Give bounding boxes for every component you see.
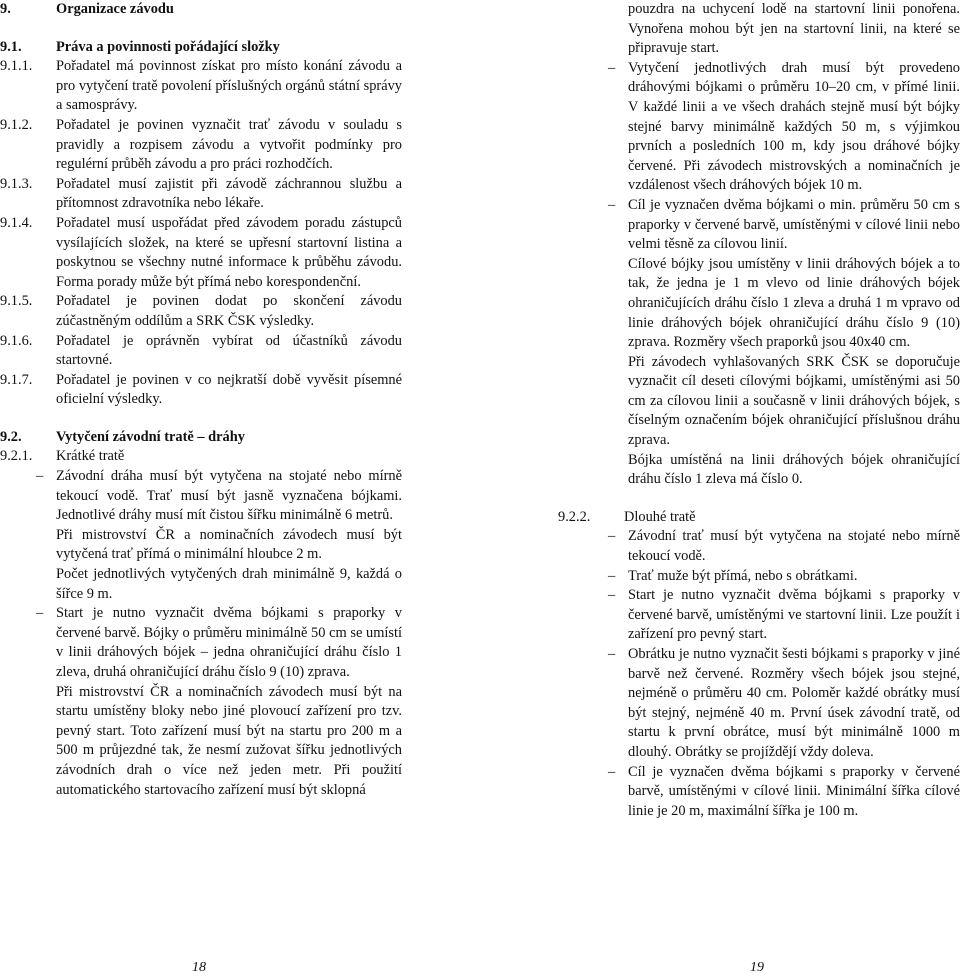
paragraph: Při mistrovství ČR a nominačních závodech musí být vytyčená trať přímá o minimální hloubce 2 m.: [56, 526, 402, 563]
clause-text: Pořadatel je oprávněn vybírat od účastníků závodu startovné.: [56, 332, 402, 369]
clause-number: 9.1.1.: [0, 58, 33, 75]
left-column: [0, 0, 402, 800]
dash-bullet: –: [608, 196, 616, 213]
section-9-heading: [0, 0, 402, 20]
paragraph: Při závodech vyhlašovaných SRK ČSK se doporučuje vyznačit cíl deseti cílovými bójkami, umístěnými asi 50 cm za cílovou linii a současně v linii dráhových bójek, s číselným označením bójek ohraničující příslušnou dráhu zprava.: [628, 353, 960, 449]
paragraph: Počet jednotlivých vytyčených drah minimálně 9, každá o šířce 9 m.: [56, 566, 402, 602]
clause: [0, 292, 402, 331]
section-title: Krátké tratě: [56, 448, 125, 465]
clause-text: Pořadatel je povinen v co nejkratší době vyvěsit písemné oficielní výsledky.: [56, 371, 402, 408]
dash-bullet: –: [608, 528, 616, 545]
clause-number: 9.1.6.: [0, 332, 33, 349]
subsection-9-2-1-heading: [0, 447, 402, 467]
paragraph: Při mistrovství ČR a nominačních závodech musí být na startu umístěny bloky nebo jiné plovoucí zařízení pro tzv. pevný start. Toto zařízení musí být na startu pro 200 m a 500 m průjezdné tak, že nesmí zužovat šířku jednotlivých závodních drah o více než jeden metr. Při použití automatického startovacího zařízení musí být sklopná: [56, 683, 402, 798]
clause-number: 9.1.2.: [0, 116, 33, 133]
dash-bullet: –: [608, 59, 616, 76]
dash-text: Závodní dráha musí být vytyčena na stojaté nebo mírně tekoucí vodě. Trať musí být jasně vyznačena bójkami. Jednotlivé dráhy musí mít čistou šířku minimálně 6 metrů.: [56, 468, 402, 524]
section-title: Dlouhé tratě: [624, 508, 696, 525]
section-number: 9.1.: [0, 38, 22, 55]
clause-number: 9.1.4.: [0, 214, 33, 231]
dash-item: [36, 467, 402, 526]
dash-item: [608, 645, 960, 763]
page-number-left: 18: [192, 960, 206, 975]
clause: [0, 332, 402, 371]
section-number: 9.2.2.: [558, 508, 591, 525]
dash-item: [608, 763, 960, 822]
dash-text: Vytyčení jednotlivých drah musí být provedeno dráhovými bójkami o průměru 10–20 cm, v přímé linii. V každé linii a ve všech drahách stejně musí být bójky stejné barvy minimálně každých 50 m, s výjimkou prvních a posledních 100 m, kdy jsou dráhové bójky červené. Při závodech mistrovských a nominačních je vzdálenost všech dráhových bójek 10 m.: [628, 59, 960, 194]
clause-text: Pořadatel musí zajistit při závodě záchrannou službu a přítomnost zdravotníka nebo lékaře.: [56, 175, 402, 212]
section-number: 9.2.: [0, 428, 22, 445]
dash-bullet: –: [608, 763, 616, 780]
section-title: Organizace závodu: [56, 1, 174, 17]
section-number: 9.2.1.: [0, 448, 33, 465]
dash-bullet: –: [608, 646, 616, 662]
dash-item: [608, 59, 960, 196]
section-title: Práva a povinnosti pořádající složky: [56, 38, 280, 55]
dash-text: Cíl je vyznačen dvěma bójkami s praporky v červené barvě, umístěnými v cílové linii. Minimální šířka cílové linie je 20 m, maximální šířka je 100 m.: [628, 763, 960, 819]
dash-item: [608, 567, 960, 587]
clause-number: 9.1.3.: [0, 175, 33, 192]
paragraph: Cílové bójky jsou umístěny v linii dráhových bójek a to tak, že jedna je 1 m vlevo od linie dráhových bójek ohraničujících dráhu číslo 1 zleva a druhá 1 m vpravo od linie dráhových bójek ohraničující dráhu číslo 9 (10) zprava. Rozměry všech praporků jsou 40x40 cm.: [628, 255, 960, 351]
dash-bullet: –: [36, 605, 44, 622]
dash-text: Start je nutno vyznačit dvěma bójkami s praporky v červené barvě, umístěnými ve startovní linii. Lze použít i zařízení pro pevný start.: [628, 587, 960, 643]
dash-item: [36, 604, 402, 682]
subsection-9-2-2-heading: [558, 508, 960, 528]
clause-number: 9.1.7.: [0, 371, 33, 388]
page-number-right: 19: [750, 960, 764, 975]
paragraph: Bójka umístěná na linii dráhových bójek ohraničující dráhu číslo 1 zleva má číslo 0.: [628, 451, 960, 488]
section-number: 9.: [0, 1, 11, 17]
clause-text: Pořadatel je povinen vyznačit trať závodu v souladu s pravidly a rozpisem závodu a vytvořit podmínky pro regulérní průběh závodu a pro práci rozhodčích.: [56, 116, 402, 173]
long-track-rules: [558, 527, 960, 821]
dash-bullet: –: [608, 587, 616, 604]
section-9-2-heading: [0, 428, 402, 448]
clause: [0, 371, 402, 410]
dash-bullet: –: [36, 468, 44, 485]
paragraph: pouzdra na uchycení lodě na startovní linii ponořena. Vynořena mohou být jen na startovní linii, na které se připravuje start.: [628, 1, 960, 57]
clause-text: Pořadatel musí uspořádat před závodem poradu zástupců vysílajících složek, na které se upřesní startovní listina a poskytnou se všechny nutné informace k průběhu závodu. Forma porady může být přímá nebo korespondenční.: [56, 214, 402, 290]
dash-text: Start je nutno vyznačit dvěma bójkami s praporky v červené barvě. Bójky o průměru minimálně 50 cm se umístí v linii dráhových bójek – jedna ohraničující dráhu číslo 1 zleva, druhá ohraničující dráhu číslo 9 (10) zprava.: [56, 605, 402, 680]
clause: [0, 116, 402, 175]
right-column: [558, 0, 960, 821]
clause-text: Pořadatel má povinnost získat pro místo konání závodu a pro vytyčení tratě povolení příslušných orgánů státní správy a samosprávy.: [56, 58, 402, 114]
dash-text: Cíl je vyznačen dvěma bójkami o min. průměru 50 cm s praporky v červené barvě, umístěnými v cílové linii nebo velmi těsně za cílovou linií.: [628, 196, 960, 253]
dash-text: Závodní trať musí být vytyčena na stojaté nebo mírně tekoucí vodě.: [628, 528, 960, 565]
dash-item: [608, 586, 960, 645]
dash-item: [608, 196, 960, 255]
section-title: Vytyčení závodní tratě – dráhy: [56, 428, 245, 445]
section-9-1-heading: [0, 38, 402, 58]
dash-bullet: –: [608, 567, 616, 584]
clause-number: 9.1.5.: [0, 293, 33, 310]
clause: [0, 57, 402, 116]
dash-text: Trať muže být přímá, nebo s obrátkami.: [628, 567, 858, 584]
clause: [0, 214, 402, 292]
clause-text: Pořadatel je povinen dodat po skončení závodu zúčastněným oddílům a SRK ČSK výsledky.: [56, 293, 402, 329]
short-track-rules: [0, 467, 402, 800]
dash-text: Obrátku je nutno vyznačit šesti bójkami s praporky v jiné barvě než červené. Rozměry všech bójek jsou stejné, nejméně o průměru 40 cm. Poloměr každé obrátky musí být stejný, nejméně 40 m. První úsek závodní tratě, od startu k první obrátce, musí být minimálně 1000 m dlouhý. Obrátky se projíždějí vždy doleva.: [628, 646, 960, 760]
dash-item: [608, 527, 960, 566]
clause: [0, 175, 402, 214]
continued-rules: [558, 0, 960, 490]
